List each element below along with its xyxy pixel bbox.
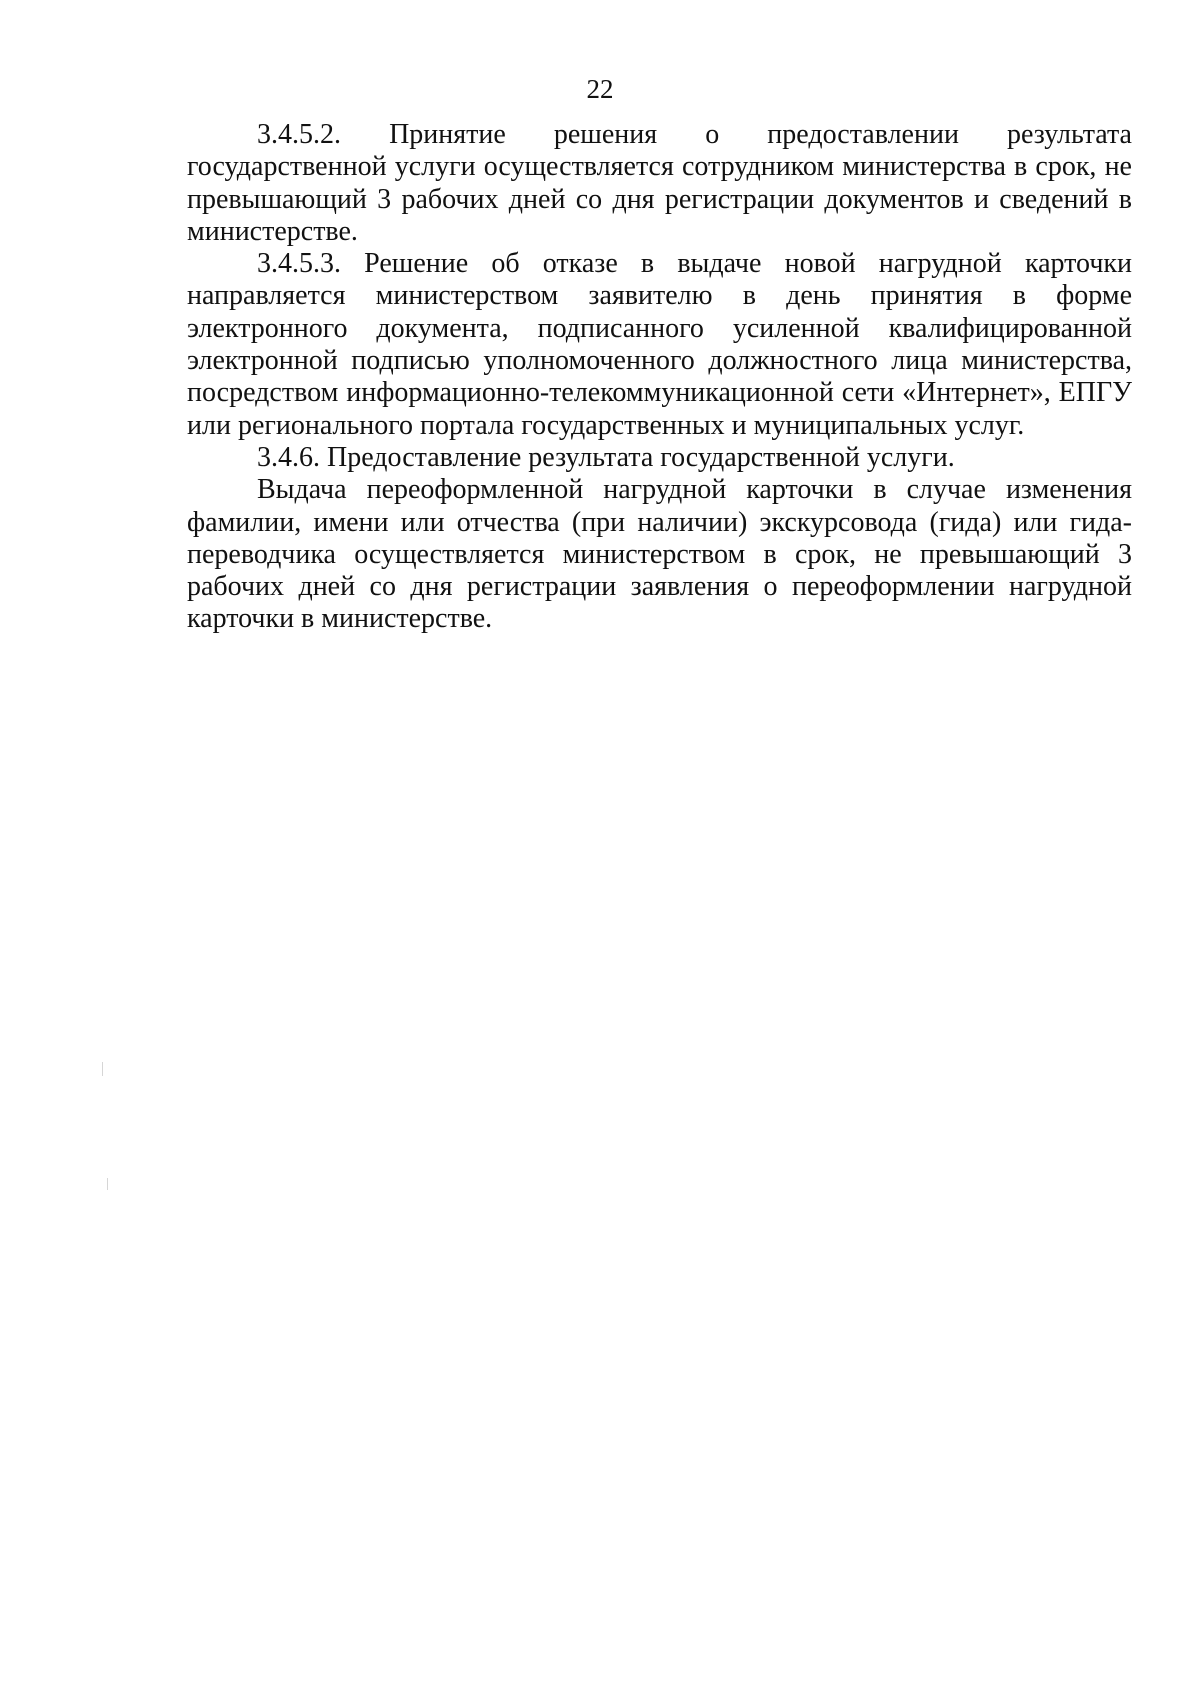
page-number: 22 — [586, 74, 614, 104]
paragraph-3-4-5-2: 3.4.5.2. Принятие решения о предоставлении результата государственной услуги осуществляется сотрудником министерства в срок, не превышающий 3 рабочих дней со дня регистрации документов и сведений в министерстве. — [187, 119, 1132, 247]
scan-artifact-mark — [102, 1062, 103, 1076]
paragraph-3-4-6: 3.4.6. Предоставление результата государственной услуги. — [257, 441, 955, 473]
scan-artifact-mark — [107, 1178, 108, 1190]
document-body — [187, 119, 1132, 636]
paragraph-3-4-5-3: 3.4.5.3. Решение об отказе в выдаче новой нагрудной карточки направляется министерством заявителю в день принятия в форме электронного документа, подписанного усиленной квалифицированной электронной подписью уполномоченного должностного лица министерства, посредством информационно-телекоммуникационной сети «Интернет», ЕПГУ или регионального портала государственных и муниципальных услуг. — [187, 248, 1132, 441]
paragraph-issuance: Выдача переоформленной нагрудной карточки в случае изменения фамилии, имени или отчества (при наличии) экскурсовода (гида) или гида-переводчика осуществляется министерством в срок, не превышающий 3 рабочих дней со дня регистрации заявления о переоформлении нагрудной карточки в министерстве. — [187, 474, 1132, 635]
